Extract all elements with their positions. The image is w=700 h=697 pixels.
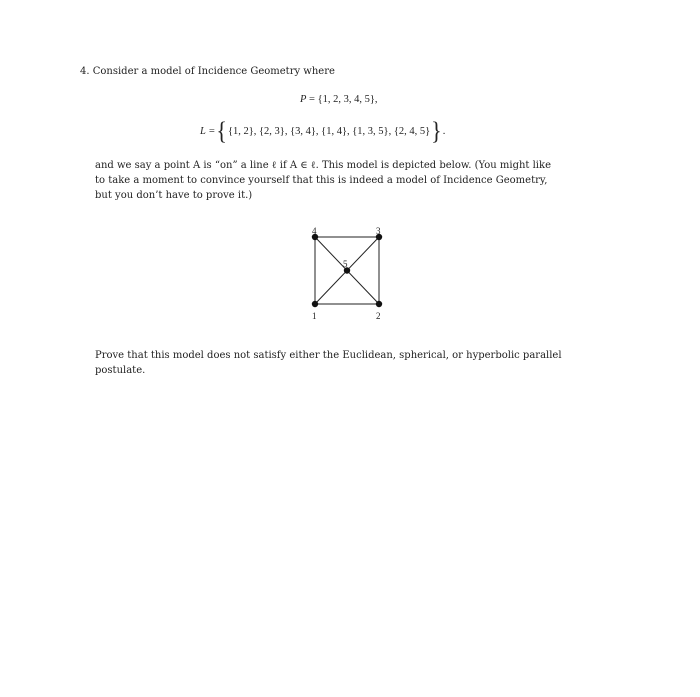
incidence-geometry-figure (300, 220, 400, 325)
close-brace: } (431, 116, 442, 145)
open-brace: { (216, 116, 227, 145)
paragraph-line: to take a moment to convince yourself that this is indeed a model of Incidence Geometry, (95, 175, 548, 186)
lines-trail: . (442, 125, 446, 137)
lines-set: {1, 2}, {2, 3}, {3, 4}, {1, 4}, {1, 3, 5}, {2, 4, 5} (227, 125, 431, 137)
label-point-5: 5 (343, 259, 348, 269)
label-point-2: 2 (376, 311, 381, 321)
paragraph-line: and we say a point A is “on” a line ℓ if A ∈ ℓ. This model is depicted below. (You might like (95, 160, 551, 171)
points-set: = {1, 2, 3, 4, 5}, (309, 94, 378, 105)
description-paragraph (95, 158, 615, 203)
point-1 (312, 301, 318, 307)
symbol-p: P (300, 94, 307, 105)
label-point-3: 3 (376, 226, 381, 236)
point-2 (376, 301, 382, 307)
label-point-4: 4 (312, 226, 317, 236)
question-intro: Consider a model of Incidence Geometry where (92, 66, 335, 77)
paragraph-line: but you don’t have to prove it.) (95, 190, 253, 201)
symbol-l: L = (200, 125, 216, 137)
prove-paragraph (95, 348, 615, 378)
prove-line: postulate. (95, 365, 146, 376)
question-number: 4. (80, 66, 90, 77)
equation-lines (200, 116, 446, 145)
equation-points (300, 92, 378, 107)
prove-line: Prove that this model does not satisfy either the Euclidean, spherical, or hyperbolic parallel (95, 350, 562, 361)
question-heading (80, 64, 335, 79)
label-point-1: 1 (312, 311, 317, 321)
